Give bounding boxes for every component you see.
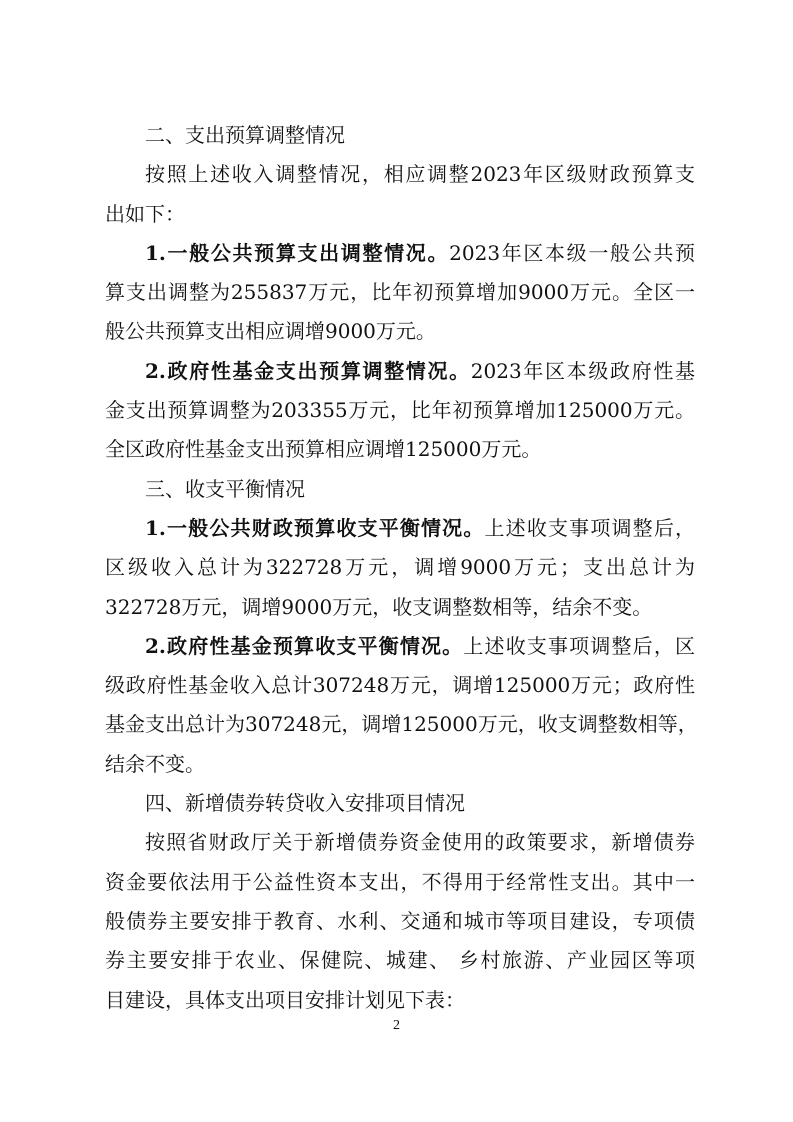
subsection-title: 2.政府性基金预算收支平衡情况。 (145, 633, 464, 658)
paragraph-line (105, 234, 695, 273)
paragraph-line: 算支出调整为255837万元，比年初预算增加9000万元。全区一 (105, 280, 695, 305)
paragraph-line: 全区政府性基金支出预算相应调增125000万元。 (105, 437, 542, 462)
paragraph-line: 资金要依法用于公益性资本支出，不得用于经常性支出。其中一 (105, 869, 695, 894)
paragraph-line: 区级收入总计为322728万元，调增9000万元；支出总计为 (105, 555, 695, 580)
section-heading: 二、支出预算调整情况 (145, 123, 345, 147)
paragraph-line (105, 627, 695, 666)
paragraph-line: 按照省财政厅关于新增债券资金使用的政策要求，新增债券 (145, 830, 695, 855)
paragraph-text: 上述收支事项调整后，区 (463, 633, 696, 658)
paragraph-line: 目建设，具体支出项目安排计划见下表： (105, 987, 465, 1012)
paragraph-line: 般公共预算支出相应调增9000万元。 (105, 319, 436, 344)
paragraph-line: 322728万元，调增9000万元，收支调整数相等，结余不变。 (105, 594, 653, 619)
section-heading: 四、新增债券转贷收入安排项目情况 (145, 791, 465, 816)
paragraph-line: 基金支出总计为307248元，调增125000万元，收支调整数相等， (105, 712, 698, 737)
subsection-title: 2.政府性基金支出预算调整情况。 (145, 358, 471, 383)
page-number: 2 (393, 1018, 400, 1033)
section-heading: 三、收支平衡情况 (145, 476, 305, 501)
paragraph-line: 结余不变。 (105, 751, 205, 776)
subsection-title: 1.一般公共预算支出调整情况。 (145, 240, 450, 265)
paragraph-line: 般债券主要安排于教育、水利、交通和城市等项目建设，专项债 (105, 908, 695, 933)
paragraph-line: 级政府性基金收入总计307248万元，调增125000万元；政府性 (105, 673, 695, 698)
paragraph-line (105, 509, 695, 548)
subsection-title: 1.一般公共财政预算收支平衡情况。 (145, 515, 485, 540)
paragraph-text: 2023年区本级一般公共预 (449, 240, 695, 265)
paragraph-line: 券主要安排于农业、保健院、城建、 乡村旅游、产业园区等项 (105, 948, 695, 973)
paragraph-line: 金支出预算调整为203355万元，比年初预算增加125000万元。 (105, 398, 695, 423)
document-body (105, 116, 698, 1020)
paragraph-line (105, 352, 695, 391)
paragraph-line: 出如下： (105, 201, 185, 226)
paragraph-text: 上述收支事项调整后， (484, 515, 695, 540)
paragraph-line: 按照上述收入调整情况，相应调整2023年区级财政预算支 (145, 162, 695, 187)
paragraph-text: 2023年区本级政府性基 (470, 358, 695, 383)
